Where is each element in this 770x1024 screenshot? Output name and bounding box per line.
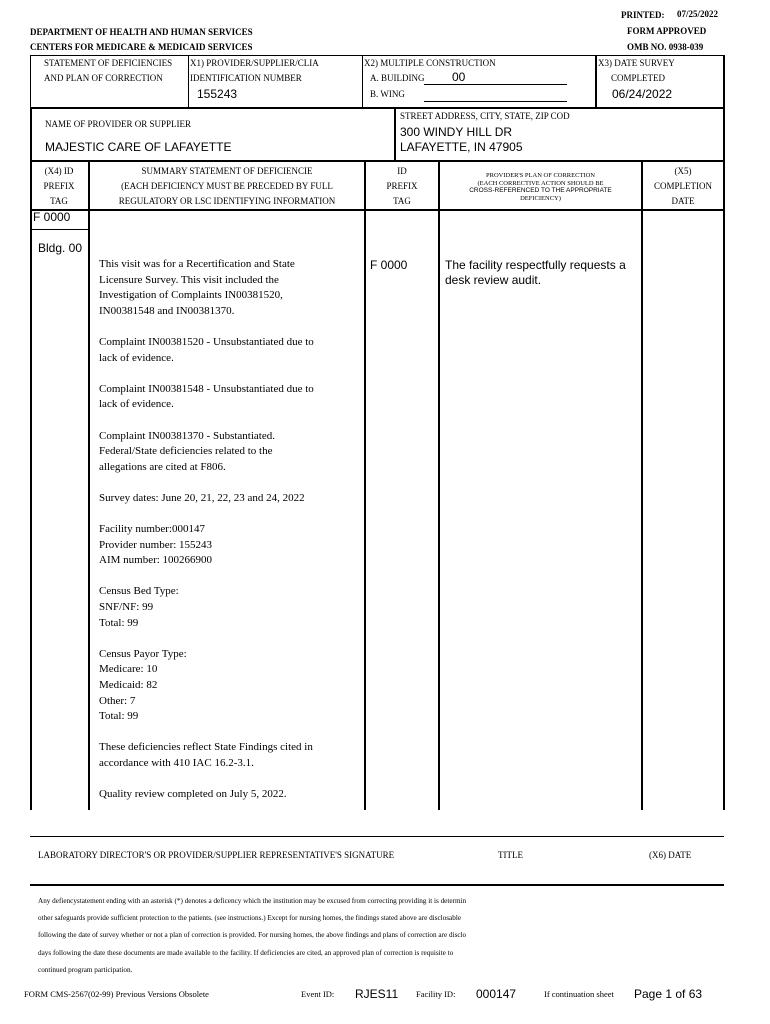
plan-line4: DEFICIENCY) [520,194,561,202]
printed-label: PRINTED: [621,10,665,20]
x5-line2: COMPLETION [654,181,712,191]
body-line: Investigation of Complaints IN00381520, [99,289,283,302]
body-line: Total: 99 [99,616,139,629]
body-line: lack of evidence. [99,351,174,364]
disclaimer-line: following the date of survey whether or not a plan of correction is provided. For nursing homes, the above findings and plans of correction are disclo [38,931,467,940]
address-line2: LAFAYETTE, IN 47905 [400,140,523,154]
name-row-divider [394,107,396,161]
body-line: Total: 99 [99,710,139,723]
disclaimer-line: continued program participation. [38,965,133,974]
disclaimer-line: Any defiencystatement ending with an asterisk (*) denotes a deficency which the institution may be excused from correcting providing it is determin [38,897,467,905]
signature-date: (X6) DATE [649,850,692,860]
dept-line1: DEPARTMENT OF HEALTH AND HUMAN SERVICES [30,27,253,37]
body-line: Federal/State deficiencies related to the [99,445,273,458]
name-row-right [723,107,725,161]
x2-label: X2) MULTIPLE CONSTRUCTION [364,58,496,68]
body-line: Provider number: 155243 [99,538,213,551]
facility-id-value: 000147 [476,987,517,1001]
wing-label: B. WING [370,89,405,99]
provider-name-label: NAME OF PROVIDER OR SUPPLIER [45,119,192,129]
bldg-label: Bldg. 00 [38,241,83,255]
body-line: Facility number:000147 [99,523,206,536]
body-line: These deficiencies reflect State Findings cited in [99,741,313,754]
continuation-label: If continuation sheet [544,989,614,999]
body-col-line-3 [438,160,440,810]
body-line: allegations are cited at F806. [99,460,226,473]
body-line: Medicaid: 82 [99,679,158,692]
grid-right-line [723,55,725,108]
id-line1: ID [397,166,407,176]
x5-line3: DATE [671,196,695,206]
header-row-bottom [30,209,724,211]
left-tag: F 0000 [33,210,71,224]
body-line: accordance with 410 IAC 16.2-3.1. [99,757,254,769]
provider-name-value: MAJESTIC CARE OF LAFAYETTE [45,140,232,154]
summary-body [99,257,361,803]
facility-id-label: Facility ID: [416,989,456,999]
signature-title: TITLE [498,850,523,860]
statement-line2: AND PLAN OF CORRECTION [44,73,163,83]
signature-bottom-line [30,884,724,886]
body-col-line-1 [88,160,90,810]
grid-mid-line [30,107,724,109]
right-tag: F 0000 [370,258,408,272]
plan-line-b: desk review audit. [445,273,542,287]
x4-line1: (X4) ID [44,166,74,176]
body-line: AIM number: 100266900 [99,554,213,567]
survey-date-value: 06/24/2022 [612,87,673,101]
name-row-bottom [30,160,724,162]
provider-id-value: 155243 [197,87,238,101]
body-line: Complaint IN00381370 - Substantiated. [99,429,275,442]
disclaimer-line: days following the date these documents are made available to the facility. If deficiencies are cited, an approved plan of correction is requisite to [38,948,454,957]
printed-date: 07/25/2022 [677,9,719,19]
grid-left-line [30,55,31,108]
building-value: 00 [452,70,466,84]
address-line1: 300 WINDY HILL DR [400,125,513,139]
body-line: lack of evidence. [99,398,174,411]
body-col-line-4 [641,160,643,810]
plan-line1: PROVIDER'S PLAN OF CORRECTION [486,172,595,179]
summary-line2: (EACH DEFICIENCY MUST BE PRECEDED BY FULL [121,181,333,191]
body-line: Census Bed Type: [99,585,179,598]
body-col-line-2 [364,160,366,810]
x3-label-line1: X3) DATE SURVEY [598,58,675,68]
signature-label: LABORATORY DIRECTOR'S OR PROVIDER/SUPPLIER REPRESENTATIVE'S SIGNATURE [38,850,395,860]
signature-top-line [30,836,724,837]
plan-line3: CROSS-REFERENCED TO THE APPROPRIATE [469,187,612,194]
wing-underline [424,101,567,102]
body-left-line [30,160,32,810]
grid-top-line [30,55,724,56]
omb-number: OMB NO. 0938-039 [627,42,704,52]
form-number: FORM CMS-2567(02-99) Previous Versions Obsolete [24,989,209,999]
name-row-left [30,107,32,161]
plan-line-a: The facility respectfully requests a [445,258,626,272]
x1-label-line2: IDENTIFICATION NUMBER [190,73,302,83]
summary-line3: REGULATORY OR LSC IDENTIFYING INFORMATION [118,196,336,206]
body-line: SNF/NF: 99 [99,601,154,614]
event-id-label: Event ID: [301,989,335,999]
body-line: Other: 7 [99,694,136,707]
x1-label-line1: X1) PROVIDER/SUPPLIER/CLIA [190,58,319,68]
body-line: Survey dates: June 20, 21, 22, 23 and 24, 2022 [99,491,305,504]
body-line: Quality review completed on July 5, 2022. [99,788,287,801]
id-line3: TAG [393,196,411,206]
page-number: Page 1 of 63 [634,987,703,1001]
plan-line2: (EACH CORRECTIVE ACTION SHOULD BE [477,179,604,187]
body-line: Medicare: 10 [99,663,158,676]
statement-line1: STATEMENT OF DEFICIENCIES [44,58,173,68]
body-line: Census Payor Type: [99,647,187,660]
grid-divider-2 [362,55,363,108]
address-label: STREET ADDRESS, CITY, STATE, ZIP COD [400,111,570,121]
form-approved: FORM APPROVED [627,26,707,36]
building-underline [424,84,567,85]
body-line: This visit was for a Recertification and State [99,258,295,270]
event-id-value: RJES11 [355,987,399,1001]
grid-divider-1 [188,55,189,108]
id-line2: PREFIX [386,181,418,191]
building-label: A. BUILDING [370,73,425,83]
body-line: Complaint IN00381548 - Unsubstantiated due to [99,382,314,395]
x4-line3: TAG [50,196,68,206]
disclaimer [38,893,728,979]
summary-line1: SUMMARY STATEMENT OF DEFICIENCIE [141,166,313,176]
body-line: IN00381548 and IN00381370. [99,304,235,317]
body-line: Licensure Survey. This visit included the [99,273,279,286]
x4-line2: PREFIX [43,181,75,191]
plan-header [440,172,641,202]
x3-label-line2: COMPLETED [611,73,665,83]
body-right-line [723,160,725,810]
dept-line2: CENTERS FOR MEDICARE & MEDICAID SERVICES [30,42,253,52]
disclaimer-line: other safeguards provide sufficient protection to the patients. (see instructions.) Except for nursing homes, the findings stated above are disclosable [38,914,462,923]
x5-line1: (X5) [674,166,692,176]
left-tag-underline [30,229,88,230]
grid-divider-3 [595,55,597,108]
body-line: Complaint IN00381520 - Unsubstantiated due to [99,335,314,348]
